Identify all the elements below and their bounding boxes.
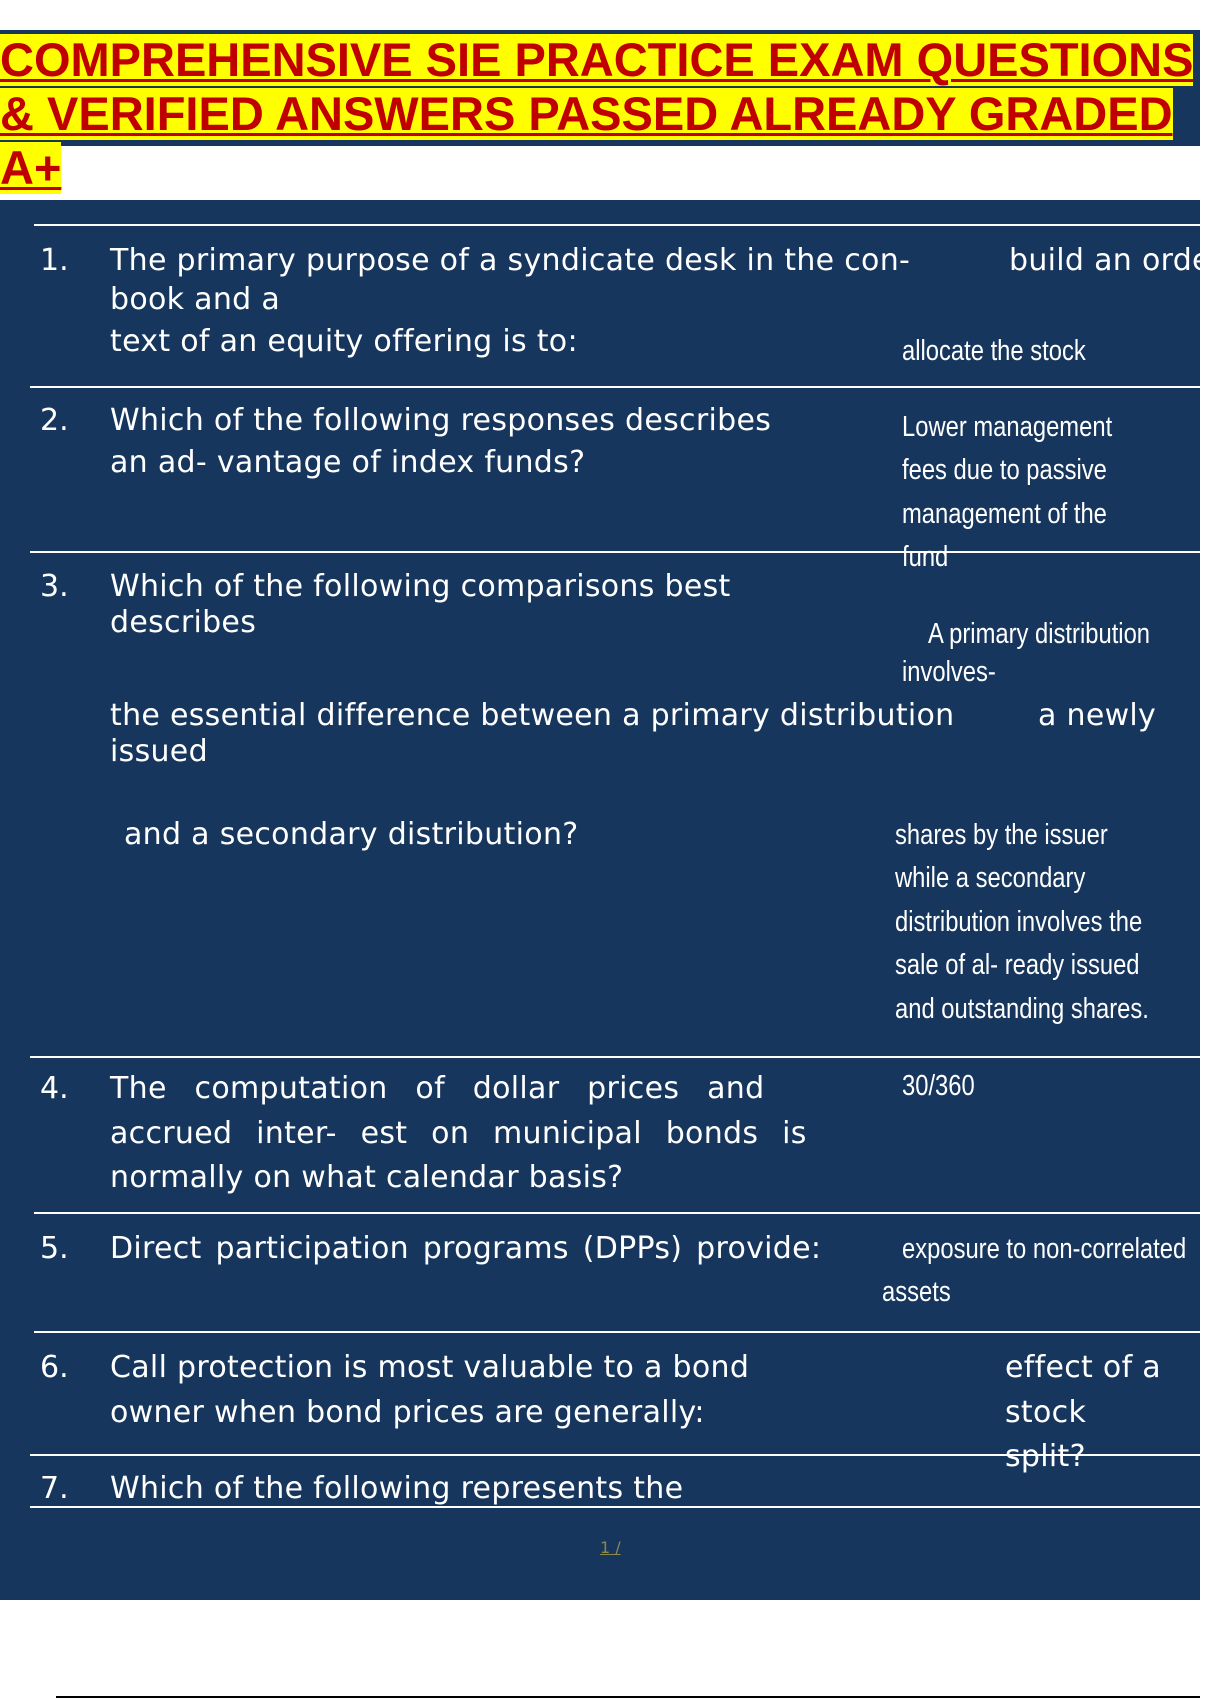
- answer-text-line: and outstanding shares.: [895, 993, 1149, 1025]
- question-text-line: owner when bond prices are generally:: [110, 1395, 705, 1430]
- answer-text-line: allocate the stock: [902, 335, 1086, 367]
- question-text-line: issued: [110, 734, 208, 769]
- answer-text-line: Lower management: [902, 411, 1113, 443]
- title-white-band: [0, 146, 1200, 200]
- answer-text-line: 30/360: [902, 1070, 975, 1102]
- question-number: 1.: [40, 243, 69, 278]
- question-text-line: the essential difference between a primary distribution: [110, 698, 955, 733]
- answer-text-line: shares by the issuer: [895, 819, 1108, 851]
- title-line-1: COMPREHENSIVE SIE PRACTICE EXAM QUESTIONS: [0, 33, 1194, 86]
- answer-text-line: exposure to non-correlated: [902, 1233, 1187, 1265]
- row-divider: [34, 224, 1200, 226]
- question-text-line: Which of the following represents the: [110, 1471, 684, 1506]
- answer-text-line: involves-: [902, 656, 996, 688]
- question-text-line: The primary purpose of a syndicate desk in the con-: [110, 243, 911, 278]
- question-text-line: accrued inter- est on municipal bonds is: [110, 1116, 807, 1151]
- answer-text-line: fees due to passive: [902, 454, 1107, 486]
- question-text-line: Which of the following responses describes: [110, 403, 772, 438]
- title-line-2: & VERIFIED ANSWERS PASSED ALREADY GRADED: [0, 87, 1173, 140]
- answer-text-line: sale of al- ready issued: [895, 949, 1140, 981]
- answer-text-line: effect of a: [1005, 1350, 1161, 1385]
- page-number: 1 /: [600, 1538, 621, 1557]
- answer-text-line: A primary distribution: [928, 618, 1151, 650]
- question-text-line: normally on what calendar basis?: [110, 1160, 624, 1195]
- question-text-line: an ad- vantage of index funds?: [110, 445, 586, 480]
- question-text-line: text of an equity offering is to:: [110, 324, 578, 359]
- question-number: 2.: [40, 403, 69, 438]
- question-text-line: and a secondary distribution?: [124, 817, 579, 852]
- row-divider: [34, 1212, 1200, 1214]
- row-divider: [30, 386, 1200, 388]
- row-divider: [30, 1056, 1200, 1058]
- answer-text-line: a newly: [1038, 698, 1157, 733]
- question-text-line: describes: [110, 605, 257, 640]
- row-divider: [34, 1331, 1200, 1333]
- question-number: 3.: [40, 569, 69, 604]
- answer-text-line: stock: [1005, 1395, 1087, 1430]
- answer-text-line: while a secondary: [895, 862, 1086, 894]
- question-number: 4.: [40, 1071, 69, 1106]
- question-number: 5.: [40, 1231, 69, 1266]
- question-text-line: Call protection is most valuable to a bond: [110, 1350, 750, 1385]
- answer-text-line: distribution involves the: [895, 906, 1143, 938]
- question-text-line: Which of the following comparisons best: [110, 569, 731, 604]
- question-text-line: The computation of dollar prices and: [110, 1071, 765, 1106]
- answer-text-line: management of the: [902, 498, 1107, 530]
- question-number: 6.: [40, 1350, 69, 1385]
- document-title: [0, 30, 1200, 200]
- row-divider: [30, 551, 1200, 553]
- question-text-line: Direct participation programs (DPPs) provide:: [110, 1231, 822, 1266]
- question-text-line: book and a: [110, 282, 281, 317]
- answer-text-line: build an order: [1009, 243, 1223, 278]
- bottom-divider: [56, 1696, 1200, 1698]
- question-number: 7.: [40, 1471, 69, 1506]
- title-line-3: A+: [0, 141, 62, 194]
- answer-text-line: split?: [1005, 1439, 1086, 1474]
- answer-text-line: fund: [902, 541, 949, 573]
- answer-text-line: assets: [882, 1276, 951, 1308]
